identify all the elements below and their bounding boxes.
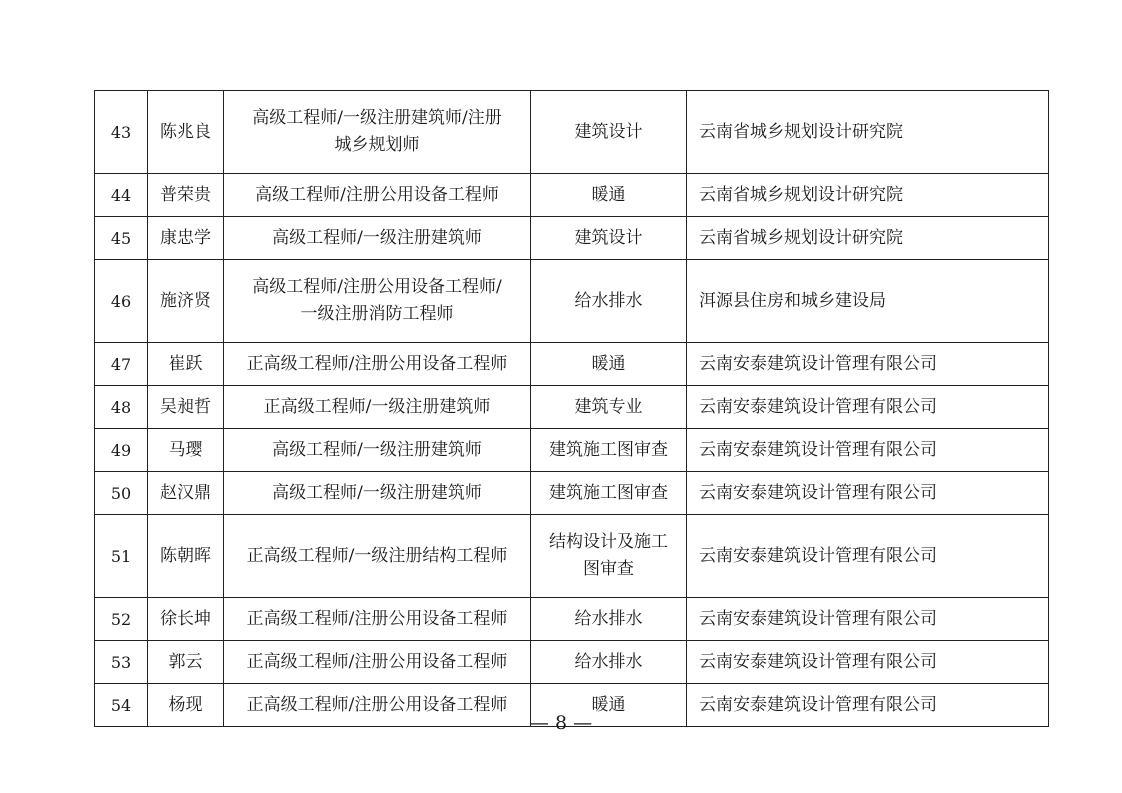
work-unit: 云南省城乡规划设计研究院 bbox=[699, 121, 903, 142]
specialty-cell bbox=[531, 343, 687, 386]
specialty: 建筑设计 bbox=[574, 227, 643, 248]
name-cell bbox=[148, 515, 224, 598]
work-unit: 云南安泰建筑设计管理有限公司 bbox=[699, 439, 937, 460]
table-row bbox=[95, 174, 1049, 217]
specialty-cell bbox=[531, 386, 687, 429]
person-name: 崔跃 bbox=[168, 353, 203, 374]
specialty-cell bbox=[531, 217, 687, 260]
table-row bbox=[95, 515, 1049, 598]
row-number: 52 bbox=[110, 609, 132, 629]
work-unit: 云南安泰建筑设计管理有限公司 bbox=[699, 396, 937, 417]
person-name: 徐长坤 bbox=[160, 608, 211, 629]
row-number: 49 bbox=[110, 440, 132, 460]
person-name: 马璎 bbox=[168, 439, 203, 460]
work-unit: 云南省城乡规划设计研究院 bbox=[699, 227, 903, 248]
person-name: 杨现 bbox=[168, 694, 203, 715]
specialty: 暖通 bbox=[591, 694, 626, 715]
specialty: 建筑专业 bbox=[574, 396, 643, 417]
row-number: 45 bbox=[110, 228, 132, 248]
work-unit-cell bbox=[687, 217, 1049, 260]
row-number: 48 bbox=[110, 397, 132, 417]
professional-title: 高级工程师/一级注册建筑师 bbox=[272, 439, 482, 460]
expert-table bbox=[94, 90, 1049, 727]
specialty-cell bbox=[531, 515, 687, 598]
name-cell bbox=[148, 217, 224, 260]
specialty-cell bbox=[531, 641, 687, 684]
specialty-cell bbox=[531, 174, 687, 217]
row-number-cell bbox=[95, 91, 148, 174]
specialty: 给水排水 bbox=[574, 608, 643, 629]
specialty: 建筑设计 bbox=[574, 121, 643, 142]
professional-title: 高级工程师/一级注册建筑师 bbox=[272, 227, 482, 248]
table-row bbox=[95, 260, 1049, 343]
work-unit-cell bbox=[687, 260, 1049, 343]
row-number-cell bbox=[95, 472, 148, 515]
name-cell bbox=[148, 174, 224, 217]
table-row bbox=[95, 472, 1049, 515]
row-number-cell bbox=[95, 515, 148, 598]
professional-title: 高级工程师/注册公用设备工程师 bbox=[255, 184, 499, 205]
table-body bbox=[95, 91, 1049, 727]
work-unit-cell bbox=[687, 598, 1049, 641]
professional-title: 正高级工程师/一级注册结构工程师 bbox=[246, 545, 508, 566]
table-row bbox=[95, 429, 1049, 472]
row-number-cell bbox=[95, 343, 148, 386]
professional-title: 正高级工程师/注册公用设备工程师 bbox=[246, 353, 508, 374]
person-name: 郭云 bbox=[168, 651, 203, 672]
person-name: 施济贤 bbox=[160, 290, 211, 311]
work-unit: 云南安泰建筑设计管理有限公司 bbox=[699, 651, 937, 672]
name-cell bbox=[148, 260, 224, 343]
person-name: 赵汉鼎 bbox=[160, 482, 211, 503]
name-cell bbox=[148, 598, 224, 641]
specialty-cell bbox=[531, 91, 687, 174]
professional-title: 正高级工程师/注册公用设备工程师 bbox=[246, 651, 508, 672]
specialty-cell bbox=[531, 598, 687, 641]
row-number: 46 bbox=[110, 291, 132, 311]
name-cell bbox=[148, 641, 224, 684]
title-cell bbox=[224, 429, 531, 472]
title-cell bbox=[224, 515, 531, 598]
title-cell bbox=[224, 472, 531, 515]
row-number-cell bbox=[95, 174, 148, 217]
work-unit: 洱源县住房和城乡建设局 bbox=[699, 290, 886, 311]
work-unit: 云南安泰建筑设计管理有限公司 bbox=[699, 353, 937, 374]
table-row bbox=[95, 343, 1049, 386]
specialty: 给水排水 bbox=[574, 651, 643, 672]
professional-title: 正高级工程师/注册公用设备工程师 bbox=[246, 694, 508, 715]
specialty: 暖通 bbox=[591, 184, 626, 205]
expert-table-container bbox=[94, 90, 1048, 727]
professional-title: 一级注册消防工程师 bbox=[300, 304, 454, 324]
row-number: 54 bbox=[110, 695, 132, 715]
row-number: 51 bbox=[110, 546, 132, 566]
specialty-cell bbox=[531, 429, 687, 472]
name-cell bbox=[148, 386, 224, 429]
professional-title: 城乡规划师 bbox=[334, 135, 420, 155]
table-row bbox=[95, 386, 1049, 429]
professional-title: 正高级工程师/一级注册建筑师 bbox=[263, 396, 491, 417]
specialty: 图审查 bbox=[583, 559, 634, 579]
title-cell bbox=[224, 641, 531, 684]
row-number: 44 bbox=[110, 185, 132, 205]
title-cell bbox=[224, 343, 531, 386]
work-unit-cell bbox=[687, 174, 1049, 217]
title-cell bbox=[224, 174, 531, 217]
title-cell bbox=[224, 217, 531, 260]
row-number-cell bbox=[95, 260, 148, 343]
person-name: 吴昶哲 bbox=[160, 396, 211, 417]
row-number-cell bbox=[95, 217, 148, 260]
specialty: 暖通 bbox=[591, 353, 626, 374]
table-row bbox=[95, 91, 1049, 174]
work-unit-cell bbox=[687, 429, 1049, 472]
work-unit-cell bbox=[687, 386, 1049, 429]
person-name: 陈兆良 bbox=[160, 121, 211, 142]
work-unit: 云南安泰建筑设计管理有限公司 bbox=[699, 482, 937, 503]
row-number-cell bbox=[95, 598, 148, 641]
professional-title: 正高级工程师/注册公用设备工程师 bbox=[246, 608, 508, 629]
title-cell bbox=[224, 598, 531, 641]
person-name: 陈朝晖 bbox=[160, 545, 211, 566]
table-row bbox=[95, 598, 1049, 641]
row-number-cell bbox=[95, 641, 148, 684]
professional-title: 高级工程师/注册公用设备工程师/ bbox=[252, 277, 502, 297]
name-cell bbox=[148, 472, 224, 515]
table-row bbox=[95, 217, 1049, 260]
name-cell bbox=[148, 343, 224, 386]
page-number: — 8 — bbox=[529, 712, 593, 734]
specialty-cell bbox=[531, 472, 687, 515]
specialty: 建筑施工图审查 bbox=[549, 482, 668, 503]
row-number: 43 bbox=[110, 122, 132, 142]
work-unit: 云南安泰建筑设计管理有限公司 bbox=[699, 545, 937, 566]
row-number: 47 bbox=[110, 354, 132, 374]
specialty: 给水排水 bbox=[574, 290, 643, 311]
professional-title: 高级工程师/一级注册建筑师/注册 bbox=[252, 108, 502, 128]
work-unit-cell bbox=[687, 472, 1049, 515]
specialty-cell bbox=[531, 260, 687, 343]
specialty: 结构设计及施工 bbox=[549, 532, 668, 552]
work-unit-cell bbox=[687, 641, 1049, 684]
work-unit: 云南安泰建筑设计管理有限公司 bbox=[699, 694, 937, 715]
work-unit: 云南省城乡规划设计研究院 bbox=[699, 184, 903, 205]
work-unit-cell bbox=[687, 343, 1049, 386]
professional-title: 高级工程师/一级注册建筑师 bbox=[272, 482, 482, 503]
specialty: 建筑施工图审查 bbox=[549, 439, 668, 460]
row-number: 53 bbox=[110, 652, 132, 672]
name-cell bbox=[148, 429, 224, 472]
person-name: 康忠学 bbox=[160, 227, 211, 248]
row-number: 50 bbox=[110, 483, 132, 503]
work-unit-cell bbox=[687, 91, 1049, 174]
name-cell bbox=[148, 91, 224, 174]
person-name: 普荣贵 bbox=[160, 184, 211, 205]
work-unit: 云南安泰建筑设计管理有限公司 bbox=[699, 608, 937, 629]
title-cell bbox=[224, 386, 531, 429]
title-cell bbox=[224, 91, 531, 174]
row-number-cell bbox=[95, 386, 148, 429]
table-row bbox=[95, 641, 1049, 684]
work-unit-cell bbox=[687, 515, 1049, 598]
title-cell bbox=[224, 260, 531, 343]
row-number-cell bbox=[95, 429, 148, 472]
